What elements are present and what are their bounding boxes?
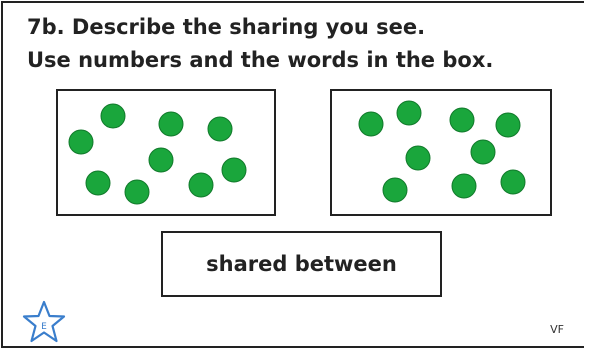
counter-dot — [101, 104, 125, 128]
counter-dot — [159, 112, 183, 136]
counter-dot — [125, 180, 149, 204]
counter-dot — [383, 178, 407, 202]
counter-dot — [496, 113, 520, 137]
left-dot-group — [56, 89, 276, 216]
question-line-2: Use numbers and the words in the box. — [27, 48, 494, 72]
counter-dot — [189, 173, 213, 197]
counter-dot — [69, 130, 93, 154]
left-dot-canvas — [58, 91, 274, 214]
right-dot-canvas — [332, 91, 550, 214]
counter-dot — [86, 171, 110, 195]
counter-dot — [208, 117, 232, 141]
star-icon — [21, 299, 67, 345]
counter-dot — [406, 146, 430, 170]
word-box — [161, 231, 442, 297]
question-line-1: 7b. Describe the sharing you see. — [27, 15, 426, 39]
counter-dot — [359, 112, 383, 136]
word-box-text: shared between — [206, 252, 397, 276]
footer-tag: VF — [550, 323, 564, 336]
worksheet-card — [1, 1, 584, 348]
counter-dot — [471, 140, 495, 164]
star-letter: E — [41, 322, 47, 332]
right-dot-group — [330, 89, 552, 216]
counter-dot — [501, 170, 525, 194]
counter-dot — [222, 158, 246, 182]
counter-dot — [397, 101, 421, 125]
counter-dot — [149, 148, 173, 172]
counter-dot — [452, 174, 476, 198]
counter-dot — [450, 108, 474, 132]
